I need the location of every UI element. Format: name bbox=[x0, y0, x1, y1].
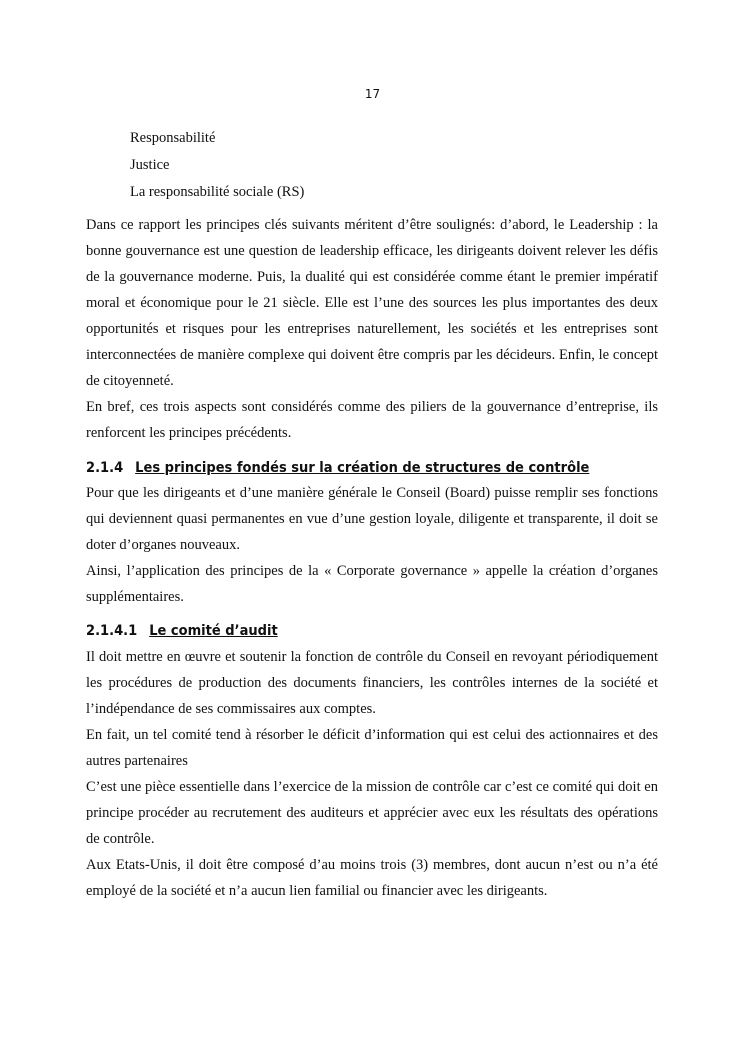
subsection-title: Le comité d’audit bbox=[149, 623, 278, 639]
body-text bbox=[86, 212, 658, 904]
section-number: 2.1.4 bbox=[86, 460, 124, 476]
paragraph: Aux Etats-Unis, il doit être composé d’au moins trois (3) membres, dont aucun n’est ou n’a été employé de la société et n’a aucun lien familial ou financier avec les dirigeants. bbox=[86, 857, 658, 899]
paragraph: Il doit mettre en œuvre et soutenir la fonction de contrôle du Conseil en revoyant périodiquement les procédures de production des documents financiers, les contrôles internes de la société et l’indépendance de ses commissaires aux comptes. bbox=[86, 649, 658, 717]
page-number: 17 bbox=[364, 87, 381, 101]
subsection-heading bbox=[86, 621, 658, 641]
subsection-number: 2.1.4.1 bbox=[86, 623, 138, 639]
paragraph: En fait, un tel comité tend à résorber le déficit d’information qui est celui des actionnaires et des autres partenaires bbox=[86, 727, 658, 769]
paragraph: Dans ce rapport les principes clés suivants méritent d’être soulignés: d’abord, le Leadership : la bonne gouvernance est une question de leadership efficace, les dirigeants doivent relever les défis de la gouvernance moderne. Puis, la dualité qui est considérée comme étant le premier impératif moral et économique pour le 21 siècle. Elle est l’une des sources les plus importantes des deux opportunités et risques pour les entreprises naturellement, les sociétés et les entreprises sont interconnectées de manière complexe qui doivent être compris par les décideurs. Enfin, le concept de citoyenneté. bbox=[86, 217, 658, 389]
paragraph: En bref, ces trois aspects sont considérés comme des piliers de la gouvernance d’entreprise, ils renforcent les principes précédents. bbox=[86, 399, 658, 441]
list-item: La responsabilité sociale (RS) bbox=[130, 184, 305, 200]
section-heading bbox=[86, 458, 658, 478]
list-item: Responsabilité bbox=[130, 130, 216, 146]
list-item: Justice bbox=[130, 157, 170, 173]
paragraph: Pour que les dirigeants et d’une manière générale le Conseil (Board) puisse remplir ses fonctions qui deviennent quasi permanentes en vue d’une gestion loyale, diligente et transparente, il doit se doter d’organes nouveaux. bbox=[86, 485, 658, 553]
section-title: Les principes fondés sur la création de structures de contrôle bbox=[135, 460, 590, 476]
paragraph: C’est une pièce essentielle dans l’exercice de la mission de contrôle car c’est ce comité qui doit en principe procéder au recrutement des auditeurs et apprécier avec eux les résultats des opérations de contrôle. bbox=[86, 779, 658, 847]
principles-list bbox=[130, 128, 304, 209]
paragraph: Ainsi, l’application des principes de la « Corporate governance » appelle la création d’organes supplémentaires. bbox=[86, 563, 658, 605]
